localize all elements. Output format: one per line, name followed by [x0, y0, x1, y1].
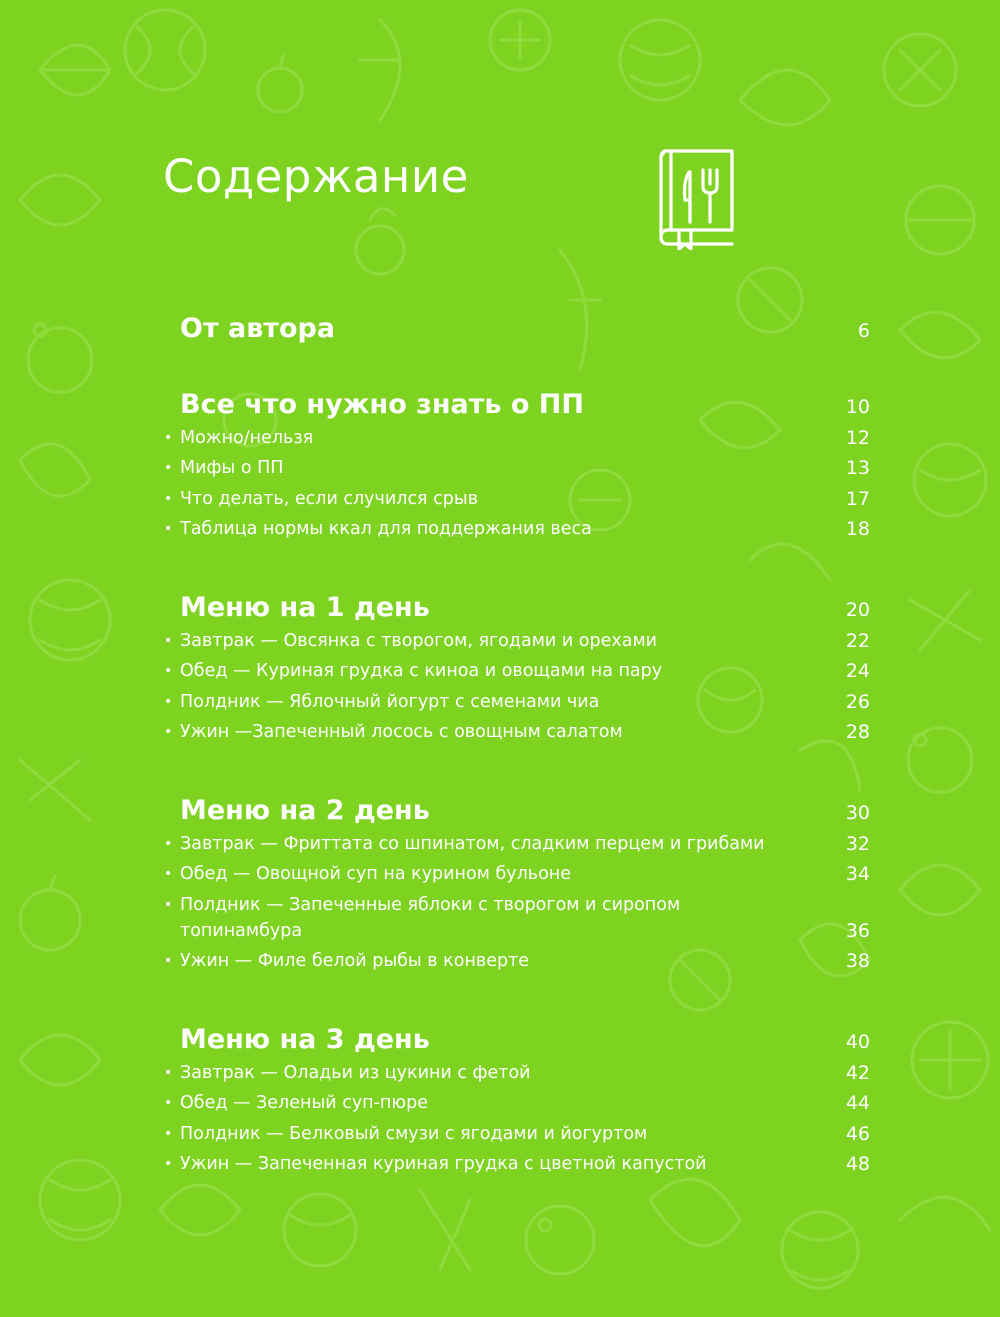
toc-entry[interactable] [164, 719, 870, 745]
toc-section [164, 780, 870, 974]
entry-title: • Ужин — Филе белой рыбы в конверте [180, 951, 530, 971]
section-title: Меню на 2 день [180, 795, 430, 826]
toc-entry[interactable] [164, 658, 870, 684]
entry-page-number: 17 [845, 487, 870, 510]
toc-entry[interactable] [164, 628, 870, 654]
section-page-number: 30 [845, 802, 870, 824]
page-title: Содержание [163, 150, 469, 203]
entry-page-number: 32 [845, 832, 870, 855]
toc-entry[interactable] [164, 1090, 870, 1116]
entry-page-number: 26 [845, 690, 870, 713]
entry-title: • Таблица нормы ккал для поддержания веса [180, 519, 592, 539]
entry-page-number: 24 [845, 660, 870, 682]
toc-section [164, 577, 870, 745]
toc-entry[interactable] [164, 1060, 870, 1086]
entry-page-number: 22 [845, 629, 870, 652]
entry-page-number: 28 [845, 721, 870, 743]
toc-entry[interactable] [164, 486, 870, 512]
toc-entry[interactable] [164, 455, 870, 481]
toc-entry[interactable] [164, 861, 870, 887]
entry-page-number: 34 [845, 863, 870, 885]
toc-entry[interactable] [164, 892, 870, 944]
entry-page-number: 12 [845, 426, 870, 449]
entry-title: • Завтрак — Овсянка с творогом, ягодами и орехами [180, 630, 658, 651]
section-title: Меню на 1 день [180, 592, 430, 623]
entry-page-number: 38 [845, 950, 870, 972]
entry-page-number: 36 [845, 919, 870, 942]
entry-title: • Полдник — Белковый смузи с ягодами и йогуртом [180, 1123, 648, 1144]
entry-page-number: 44 [845, 1092, 870, 1114]
entry-title: • Завтрак — Оладьи из цукини с фетой [180, 1062, 531, 1083]
entry-title: • Можно/нельзя [180, 427, 314, 448]
toc-section-heading[interactable] [164, 1009, 870, 1055]
entry-title: • Ужин — Запеченная куриная грудка с цветной капустой [180, 1154, 707, 1174]
toc-section-heading[interactable] [164, 577, 870, 623]
toc-section-heading[interactable] [164, 780, 870, 826]
toc-section-heading[interactable] [164, 298, 870, 344]
toc-entry[interactable] [164, 516, 870, 542]
section-page-number: 10 [845, 396, 870, 418]
toc-section [164, 1009, 870, 1177]
entry-page-number: 48 [845, 1153, 870, 1175]
section-title: От автора [180, 313, 336, 344]
entry-title: • Обед — Куриная грудка с киноа и овощами на пару [180, 661, 663, 681]
entry-title: • Что делать, если случился срыв [180, 488, 479, 509]
toc-entry[interactable] [164, 689, 870, 715]
entry-page-number: 18 [845, 518, 870, 540]
entry-title: • Мифы о ПП [180, 458, 284, 478]
entry-page-number: 46 [845, 1122, 870, 1145]
toc-entry[interactable] [164, 948, 870, 974]
entry-title: • Полдник — Яблочный йогурт с семенами чиа [180, 691, 600, 712]
cookbook-icon [655, 148, 735, 250]
toc-section [164, 298, 870, 344]
section-page-number: 20 [845, 599, 870, 621]
toc-entry[interactable] [164, 1121, 870, 1147]
entry-title: • Обед — Овощной суп на курином бульоне [180, 864, 572, 884]
entry-title: • Завтрак — Фриттата со шпинатом, сладким перцем и грибами [180, 833, 765, 854]
entry-title: • Ужин —Запеченный лосось с овощным салатом [180, 722, 623, 742]
section-title: Все что нужно знать о ПП [180, 389, 584, 420]
toc-entry[interactable] [164, 1151, 870, 1177]
section-page-number: 40 [845, 1031, 870, 1053]
entry-page-number: 13 [845, 457, 870, 479]
entry-title: • Полдник — Запеченные яблоки с творогом и сиропом топинамбура [180, 894, 681, 941]
entry-title: • Обед — Зеленый суп-пюре [180, 1093, 428, 1113]
table-of-contents [164, 298, 870, 1212]
section-page-number: 6 [857, 320, 870, 342]
entry-page-number: 42 [845, 1061, 870, 1084]
toc-section-heading[interactable] [164, 374, 870, 420]
toc-entry[interactable] [164, 425, 870, 451]
toc-section [164, 374, 870, 542]
toc-entry[interactable] [164, 831, 870, 857]
section-title: Меню на 3 день [180, 1024, 430, 1055]
